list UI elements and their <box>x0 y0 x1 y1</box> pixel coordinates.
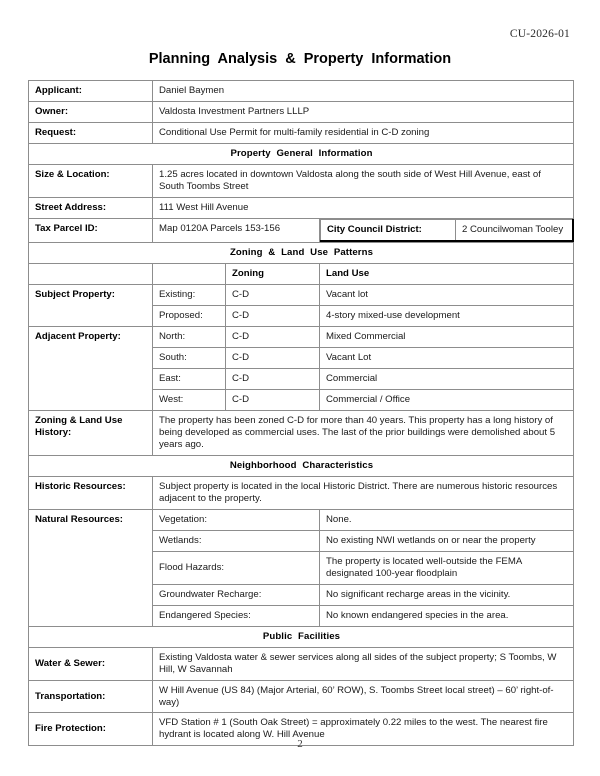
section-header-public-facilities <box>29 626 574 647</box>
column-header-zoning: Zoning <box>226 263 320 284</box>
natural-row-aspect: Endangered Species: <box>153 605 320 626</box>
zoning-row-zoning: C-D <box>226 326 320 347</box>
adjacent-property-label: Adjacent Property: <box>29 326 153 410</box>
table-row-tax-parcel <box>29 218 574 242</box>
applicant-value: Daniel Baymen <box>153 81 574 102</box>
document-number: CU-2026-01 <box>509 28 570 40</box>
table-row-transportation <box>29 680 574 713</box>
table-row-size-location <box>29 164 574 197</box>
tax-parcel-label: Tax Parcel ID: <box>29 218 153 242</box>
section-title-property-general: Property General Information <box>29 143 574 164</box>
table-row-request <box>29 122 574 143</box>
zoning-row-land-use: Commercial / Office <box>320 389 574 410</box>
table-row-water-sewer <box>29 647 574 680</box>
zoning-row-zoning: C-D <box>226 347 320 368</box>
section-title-public-facilities: Public Facilities <box>29 626 574 647</box>
zoning-row-zoning: C-D <box>226 284 320 305</box>
table-row-zoning-column-headers <box>29 263 574 284</box>
section-header-neighborhood <box>29 455 574 476</box>
natural-row-value: No existing NWI wetlands on or near the property <box>320 530 574 551</box>
zoning-row-zoning: C-D <box>226 368 320 389</box>
zoning-row-aspect: South: <box>153 347 226 368</box>
water-sewer-label: Water & Sewer: <box>29 647 153 680</box>
table-row-street-address <box>29 197 574 218</box>
zoning-header-spacer-1 <box>29 263 153 284</box>
zoning-row-aspect: East: <box>153 368 226 389</box>
page-number: 2 <box>297 738 303 750</box>
zoning-row-zoning: C-D <box>226 389 320 410</box>
council-district-value: 2 Councilwoman Tooley <box>456 219 573 240</box>
table-row-historic-resources <box>29 476 574 509</box>
subject-property-label: Subject Property: <box>29 284 153 326</box>
request-label: Request: <box>29 122 153 143</box>
natural-row-value: No significant recharge areas in the vicinity. <box>320 584 574 605</box>
size-location-label: Size & Location: <box>29 164 153 197</box>
fire-protection-value: VFD Station # 1 (South Oak Street) = approximately 0.22 miles to the west. The nearest fire hydrant is located along W. Hill Avenue <box>153 713 574 746</box>
zoning-history-label: Zoning & Land Use History: <box>29 410 153 455</box>
natural-row-aspect: Groundwater Recharge: <box>153 584 320 605</box>
table-row <box>29 509 574 530</box>
column-header-land-use: Land Use <box>320 263 574 284</box>
table-row-owner <box>29 101 574 122</box>
zoning-row-land-use: Mixed Commercial <box>320 326 574 347</box>
table-row-zoning-history <box>29 410 574 455</box>
zoning-history-value: The property has been zoned C-D for more than 40 years. This property has a long history of being developed as commercial uses. The last of the prior buildings were demolished about 5 years ago. <box>153 410 574 455</box>
natural-row-aspect: Flood Hazards: <box>153 551 320 584</box>
zoning-row-land-use: 4-story mixed-use development <box>320 305 574 326</box>
table-row-applicant <box>29 81 574 102</box>
section-title-zoning-patterns: Zoning & Land Use Patterns <box>29 242 574 263</box>
applicant-label: Applicant: <box>29 81 153 102</box>
zoning-row-aspect: Proposed: <box>153 305 226 326</box>
historic-resources-label: Historic Resources: <box>29 476 153 509</box>
tax-parcel-value: Map 0120A Parcels 153-156 <box>153 218 320 242</box>
planning-analysis-table <box>28 80 574 746</box>
zoning-header-spacer-2 <box>153 263 226 284</box>
water-sewer-value: Existing Valdosta water & sewer services along all sides of the subject property; S Toombs, W Hill, W Savannah <box>153 647 574 680</box>
zoning-row-land-use: Commercial <box>320 368 574 389</box>
table-row <box>29 284 574 305</box>
natural-resources-label: Natural Resources: <box>29 509 153 626</box>
zoning-row-zoning: C-D <box>226 305 320 326</box>
transportation-value: W Hill Avenue (US 84) (Major Arterial, 60’ ROW), S. Toombs Street local street) – 60’ right-of-way) <box>153 680 574 713</box>
section-title-neighborhood: Neighborhood Characteristics <box>29 455 574 476</box>
section-header-zoning-patterns <box>29 242 574 263</box>
natural-row-aspect: Vegetation: <box>153 509 320 530</box>
zoning-row-aspect: Existing: <box>153 284 226 305</box>
natural-row-value: The property is located well-outside the FEMA designated 100-year floodplain <box>320 551 574 584</box>
section-header-property-general <box>29 143 574 164</box>
owner-label: Owner: <box>29 101 153 122</box>
request-value: Conditional Use Permit for multi-family residential in C-D zoning <box>153 122 574 143</box>
historic-resources-value: Subject property is located in the local Historic District. There are numerous historic resources adjacent to the property. <box>153 476 574 509</box>
council-district-label: City Council District: <box>321 219 456 240</box>
transportation-label: Transportation: <box>29 680 153 713</box>
natural-row-value: None. <box>320 509 574 530</box>
size-location-value: 1.25 acres located in downtown Valdosta along the south side of West Hill Avenue, east of South Toombs Street <box>153 164 574 197</box>
zoning-row-land-use: Vacant lot <box>320 284 574 305</box>
natural-row-aspect: Wetlands: <box>153 530 320 551</box>
owner-value: Valdosta Investment Partners LLLP <box>153 101 574 122</box>
zoning-row-aspect: West: <box>153 389 226 410</box>
street-address-value: 111 West Hill Avenue <box>153 197 574 218</box>
zoning-row-aspect: North: <box>153 326 226 347</box>
page-title: Planning Analysis & Property Information <box>148 51 452 67</box>
natural-row-value: No known endangered species in the area. <box>320 605 574 626</box>
council-district-cell <box>320 218 574 242</box>
zoning-row-land-use: Vacant Lot <box>320 347 574 368</box>
street-address-label: Street Address: <box>29 197 153 218</box>
fire-protection-label: Fire Protection: <box>29 713 153 746</box>
table-row <box>29 326 574 347</box>
